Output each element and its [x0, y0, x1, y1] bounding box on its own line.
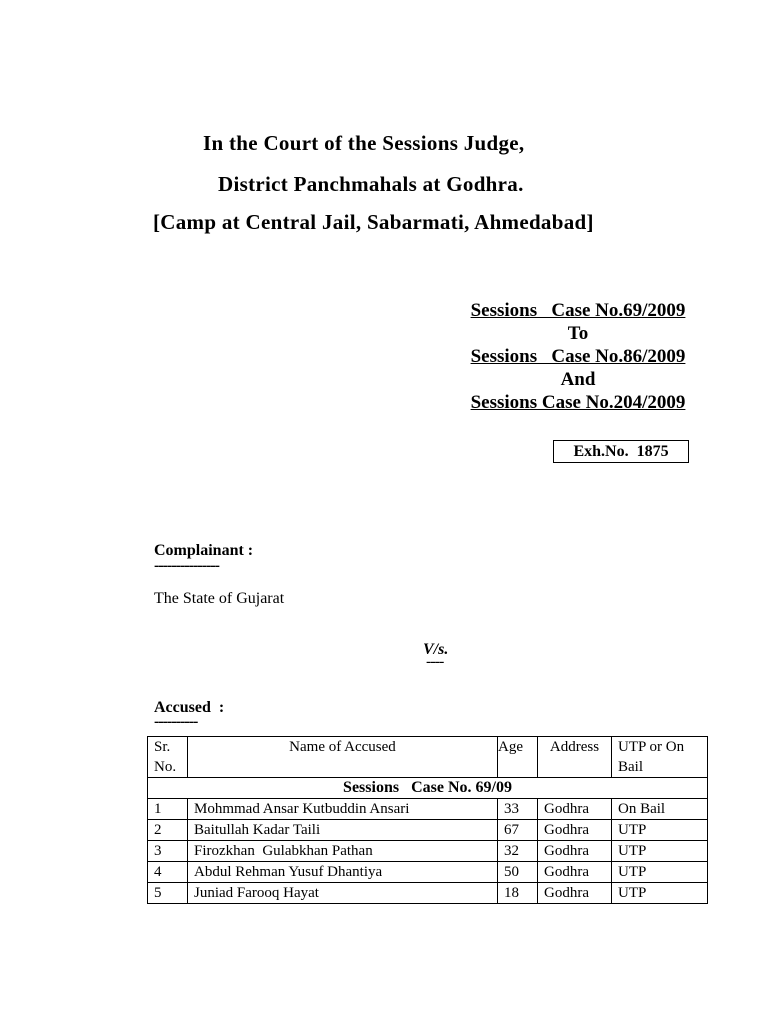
- cell-age: 50: [498, 862, 538, 883]
- cell-age: 33: [498, 799, 538, 820]
- table-row: [148, 841, 708, 862]
- cell-name: Mohmmad Ansar Kutbuddin Ansari: [188, 799, 498, 820]
- complainant-value: The State of Gujarat: [154, 590, 285, 607]
- header-name: Name of Accused: [188, 737, 498, 778]
- case-number-start: Sessions Case No.69/2009: [470, 300, 686, 321]
- cell-name: Firozkhan Gulabkhan Pathan: [188, 841, 498, 862]
- cell-address: Godhra: [538, 862, 612, 883]
- table-row: [148, 820, 708, 841]
- case-number-end: Sessions Case No.86/2009: [470, 346, 686, 367]
- cell-name: Baitullah Kadar Taili: [188, 820, 498, 841]
- header-age: Age: [498, 737, 538, 778]
- table-group-row: [148, 778, 708, 799]
- court-title-line-2: District Panchmahals at Godhra.: [218, 172, 524, 196]
- cell-address: Godhra: [538, 883, 612, 904]
- case-number-additional: Sessions Case No.204/2009: [470, 392, 686, 413]
- cell-age: 32: [498, 841, 538, 862]
- table-header-row: [148, 737, 708, 778]
- complainant-label: Complainant :: [154, 542, 254, 559]
- cell-name: Juniad Farooq Hayat: [188, 883, 498, 904]
- case-range-to: To: [567, 323, 589, 344]
- cell-sr: 2: [148, 820, 188, 841]
- case-group-title: Sessions Case No. 69/09: [148, 778, 708, 799]
- cell-age: 67: [498, 820, 538, 841]
- accused-table: [147, 736, 708, 904]
- cell-sr: 5: [148, 883, 188, 904]
- court-title-line-1: In the Court of the Sessions Judge,: [203, 131, 525, 155]
- cell-status: On Bail: [612, 799, 708, 820]
- cell-status: UTP: [612, 883, 708, 904]
- cell-address: Godhra: [538, 799, 612, 820]
- cell-status: UTP: [612, 820, 708, 841]
- cell-address: Godhra: [538, 820, 612, 841]
- table-row: [148, 883, 708, 904]
- exhibit-number-box: Exh.No. 1875: [553, 440, 689, 463]
- cell-name: Abdul Rehman Yusuf Dhantiya: [188, 862, 498, 883]
- complainant-label-underline: ---------------: [154, 557, 219, 574]
- header-sr-no: Sr. No.: [148, 737, 188, 778]
- versus-underline: ----: [426, 653, 444, 670]
- cell-sr: 4: [148, 862, 188, 883]
- accused-label-underline: ----------: [154, 713, 198, 730]
- court-title-line-3: [Camp at Central Jail, Sabarmati, Ahmedabad]: [153, 210, 594, 234]
- table-row: [148, 862, 708, 883]
- cell-status: UTP: [612, 862, 708, 883]
- versus-label: V/s.: [423, 641, 449, 658]
- accused-label: Accused :: [154, 699, 225, 716]
- cell-address: Godhra: [538, 841, 612, 862]
- cell-status: UTP: [612, 841, 708, 862]
- cell-age: 18: [498, 883, 538, 904]
- cell-sr: 1: [148, 799, 188, 820]
- case-number-block: [436, 299, 720, 414]
- cell-sr: 3: [148, 841, 188, 862]
- header-status: UTP or On Bail: [612, 737, 708, 778]
- header-address: Address: [538, 737, 612, 778]
- table-row: [148, 799, 708, 820]
- case-range-and: And: [560, 369, 596, 390]
